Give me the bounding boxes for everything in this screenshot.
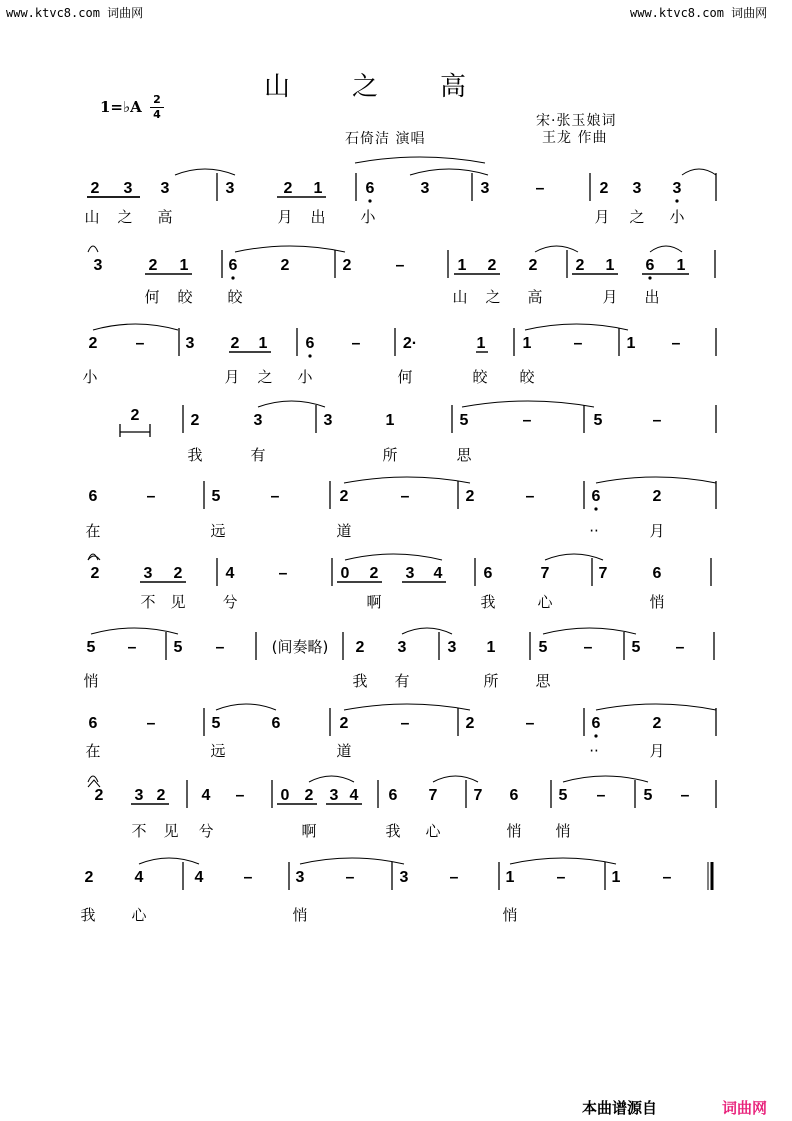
note: –: [146, 488, 156, 505]
composer-credit: 王龙 作曲: [542, 130, 608, 146]
slur: [139, 858, 199, 864]
lyric: 月: [277, 208, 293, 226]
octave-dot: [648, 276, 651, 279]
note: 3: [480, 180, 490, 197]
lyric: 之: [117, 208, 133, 226]
note: 3: [399, 869, 409, 886]
note: 1: [626, 335, 636, 352]
note: 2: [190, 412, 200, 429]
time-numerator: 2: [153, 93, 161, 106]
note: –: [400, 488, 410, 505]
note: 7: [540, 565, 550, 582]
watermark-left: www.ktvc8.com 词曲网: [6, 6, 144, 20]
lyric: 高: [157, 208, 173, 226]
lyric: 月: [224, 368, 240, 386]
lyric: 悄: [292, 906, 308, 924]
note: 2: [230, 335, 240, 352]
note: 2: [173, 565, 183, 582]
slur: [309, 776, 354, 782]
note: 3: [143, 565, 153, 582]
note: 1: [505, 869, 515, 886]
note: 6: [305, 335, 315, 352]
lyric: 见: [170, 593, 186, 611]
slur: [216, 704, 276, 710]
note: 6: [88, 488, 98, 505]
note: 2: [339, 715, 349, 732]
note: 6: [388, 787, 398, 804]
note: 2: [94, 787, 104, 804]
lyric: 何: [144, 288, 160, 306]
note: –: [662, 869, 672, 886]
note: 2: [528, 257, 538, 274]
note: 5: [459, 412, 469, 429]
note: 6: [271, 715, 281, 732]
note: 2: [339, 488, 349, 505]
lyric: 远: [210, 742, 226, 760]
lyric: 道: [336, 742, 352, 760]
slur: [258, 401, 325, 407]
slur: [682, 169, 716, 175]
octave-dot: [231, 276, 234, 279]
note: 3: [447, 639, 457, 656]
note: 2: [148, 257, 158, 274]
note: 6: [365, 180, 375, 197]
lyric: 不: [140, 593, 156, 611]
note: –: [583, 639, 593, 656]
note: –: [675, 639, 685, 656]
watermark-right: www.ktvc8.com 词曲网: [630, 6, 768, 20]
note: 2: [342, 257, 352, 274]
lyric: 之: [629, 208, 645, 226]
note: 2: [90, 565, 100, 582]
lyric: 高: [527, 288, 543, 306]
note: (间奏略): [271, 638, 329, 656]
lyric: 月: [602, 288, 618, 306]
octave-dot: [308, 354, 311, 357]
slur: [462, 401, 594, 407]
lyric: 悄: [83, 672, 99, 690]
note: 3: [632, 180, 642, 197]
note: 6: [591, 488, 601, 505]
slur: [650, 246, 682, 252]
lyric: 小: [82, 368, 98, 386]
note: 5: [211, 488, 221, 505]
note: –: [671, 335, 681, 352]
note: 6: [652, 565, 662, 582]
slur: [545, 554, 603, 560]
note: 7: [428, 787, 438, 804]
lyric: 心: [131, 906, 147, 924]
song-title: 山之高: [263, 72, 528, 102]
lyric: 出: [310, 208, 326, 226]
note: 4: [433, 565, 443, 582]
slur: [596, 477, 716, 483]
slur: [525, 324, 628, 330]
slur: [93, 324, 178, 330]
lyric: 悄: [506, 822, 522, 840]
slur: [175, 169, 235, 175]
lyric: 思: [535, 672, 551, 690]
lyric: 远: [210, 522, 226, 540]
slur: [355, 157, 485, 163]
note: 1: [605, 257, 615, 274]
note: 3: [123, 180, 133, 197]
note: 7: [473, 787, 483, 804]
note: –: [400, 715, 410, 732]
note: 5: [211, 715, 221, 732]
note: –: [525, 715, 535, 732]
note: 3: [672, 180, 682, 197]
octave-dot: [675, 199, 678, 202]
note: 1: [611, 869, 621, 886]
note: 2: [465, 715, 475, 732]
note: 3: [134, 787, 144, 804]
note: 7: [598, 565, 608, 582]
note: 3: [329, 787, 339, 804]
note: 1: [385, 412, 395, 429]
note: 2: [84, 869, 94, 886]
note: 6: [483, 565, 493, 582]
note: 3: [93, 257, 103, 274]
lyric: 心: [425, 822, 441, 840]
key-signature: 1=♭A: [100, 98, 142, 116]
slur: [543, 628, 636, 634]
note: 1: [676, 257, 686, 274]
note: 2: [304, 787, 314, 804]
slur: [433, 776, 478, 782]
note: –: [652, 412, 662, 429]
note: –: [135, 335, 145, 352]
lyric: 我: [187, 446, 203, 464]
note: 2: [88, 335, 98, 352]
note: 5: [86, 639, 96, 656]
slur: [510, 858, 616, 864]
slur: [344, 477, 470, 483]
note: 1: [476, 335, 486, 352]
note: 4: [201, 787, 211, 804]
singer-credit: 石倚洁 演唱: [345, 131, 426, 147]
note: 2: [465, 488, 475, 505]
note: 4: [349, 787, 359, 804]
lyric: 出: [644, 288, 660, 306]
note: 3: [397, 639, 407, 656]
lyric: ··: [589, 742, 599, 760]
note: 5: [538, 639, 548, 656]
note: 6: [509, 787, 519, 804]
lyric: 皎: [472, 368, 488, 386]
note: 1: [313, 180, 323, 197]
note: 3: [420, 180, 430, 197]
octave-dot: [594, 507, 597, 510]
lyric: 有: [394, 672, 410, 690]
note: 2: [575, 257, 585, 274]
lyric: 兮: [222, 593, 238, 611]
slur: [596, 704, 716, 710]
note: 5: [631, 639, 641, 656]
lyric: 在: [85, 522, 101, 540]
note: –: [278, 565, 288, 582]
note: –: [535, 180, 545, 197]
lyric: 道: [336, 522, 352, 540]
slur: [344, 704, 470, 710]
note: –: [525, 488, 535, 505]
note: 2: [156, 787, 166, 804]
volta-label: 2: [130, 407, 140, 424]
time-denominator: 4: [153, 108, 161, 121]
note: 2: [280, 257, 290, 274]
note: 3: [323, 412, 333, 429]
note: 2·: [402, 335, 418, 352]
note: 2: [355, 639, 365, 656]
lyric: 在: [85, 742, 101, 760]
note: 5: [173, 639, 183, 656]
note: –: [127, 639, 137, 656]
note: –: [235, 787, 245, 804]
lyric: 何: [397, 368, 413, 386]
lyric: 山: [452, 288, 468, 306]
lyric: ··: [589, 522, 599, 540]
slur: [535, 246, 578, 252]
slur: [88, 246, 98, 252]
lyric: 我: [80, 906, 96, 924]
note: –: [556, 869, 566, 886]
note: –: [270, 488, 280, 505]
lyric: 之: [257, 368, 273, 386]
lyric: 小: [297, 368, 313, 386]
octave-dot: [368, 199, 371, 202]
note: –: [573, 335, 583, 352]
note: 3: [160, 180, 170, 197]
lyricist-credit: 宋·张玉娘词: [536, 113, 617, 129]
lyric: 不: [131, 822, 147, 840]
slur: [345, 554, 442, 560]
note: 0: [340, 565, 350, 582]
note: 3: [225, 180, 235, 197]
note: 6: [645, 257, 655, 274]
note: 3: [405, 565, 415, 582]
note: 2: [599, 180, 609, 197]
lyric: 我: [480, 593, 496, 611]
note: –: [680, 787, 690, 804]
note: –: [243, 869, 253, 886]
lyric: 所: [483, 672, 499, 690]
note: 2: [652, 715, 662, 732]
note: 4: [225, 565, 235, 582]
lyric: 月: [649, 522, 665, 540]
lyric: 皎: [227, 288, 243, 306]
note: –: [345, 869, 355, 886]
slur: [91, 628, 178, 634]
footer-source-text: 本曲谱源自: [582, 1099, 658, 1117]
note: 1: [486, 639, 496, 656]
lyric: 心: [537, 593, 553, 611]
note: –: [146, 715, 156, 732]
slur: [235, 246, 345, 252]
note: 5: [643, 787, 653, 804]
lyric: 所: [382, 446, 398, 464]
footer-brand: 词曲网: [722, 1099, 768, 1117]
note: 3: [185, 335, 195, 352]
note: 0: [280, 787, 290, 804]
lyric: 兮: [198, 822, 214, 840]
slur: [300, 858, 404, 864]
note: 1: [179, 257, 189, 274]
lyric: 山: [84, 208, 100, 226]
footer-source: [582, 1097, 657, 1118]
note: 4: [134, 869, 144, 886]
slur: [410, 169, 488, 175]
lyric: 思: [456, 446, 472, 464]
note: 2: [90, 180, 100, 197]
slur: [402, 628, 452, 634]
lyric: 啊: [301, 822, 317, 840]
note: 1: [258, 335, 268, 352]
note: 5: [593, 412, 603, 429]
lyric: 悄: [555, 822, 571, 840]
note: 5: [558, 787, 568, 804]
note: –: [351, 335, 361, 352]
note: 6: [228, 257, 238, 274]
lyric: 悄: [502, 906, 518, 924]
lyric: 小: [360, 208, 376, 226]
lyric: 月: [594, 208, 610, 226]
lyric: 月: [649, 742, 665, 760]
note: –: [449, 869, 459, 886]
note: 2: [487, 257, 497, 274]
accent-mark: [88, 780, 100, 787]
lyric: 悄: [649, 593, 665, 611]
lyric: 见: [163, 822, 179, 840]
note: 6: [591, 715, 601, 732]
lyric: 之: [485, 288, 501, 306]
octave-dot: [594, 734, 597, 737]
lyric: 我: [385, 822, 401, 840]
note: –: [215, 639, 225, 656]
note: 2: [283, 180, 293, 197]
note: 4: [194, 869, 204, 886]
note: 2: [652, 488, 662, 505]
note: 3: [295, 869, 305, 886]
note: 6: [88, 715, 98, 732]
note: 2: [369, 565, 379, 582]
note: 1: [522, 335, 532, 352]
lyric: 我: [352, 672, 368, 690]
lyric: 小: [669, 208, 685, 226]
note: –: [395, 257, 405, 274]
lyric: 啊: [366, 593, 382, 611]
lyric: 皎: [519, 368, 535, 386]
note: –: [522, 412, 532, 429]
note: 3: [253, 412, 263, 429]
note: –: [596, 787, 606, 804]
lyric: 有: [250, 446, 266, 464]
lyric: 皎: [177, 288, 193, 306]
note: 1: [457, 257, 467, 274]
